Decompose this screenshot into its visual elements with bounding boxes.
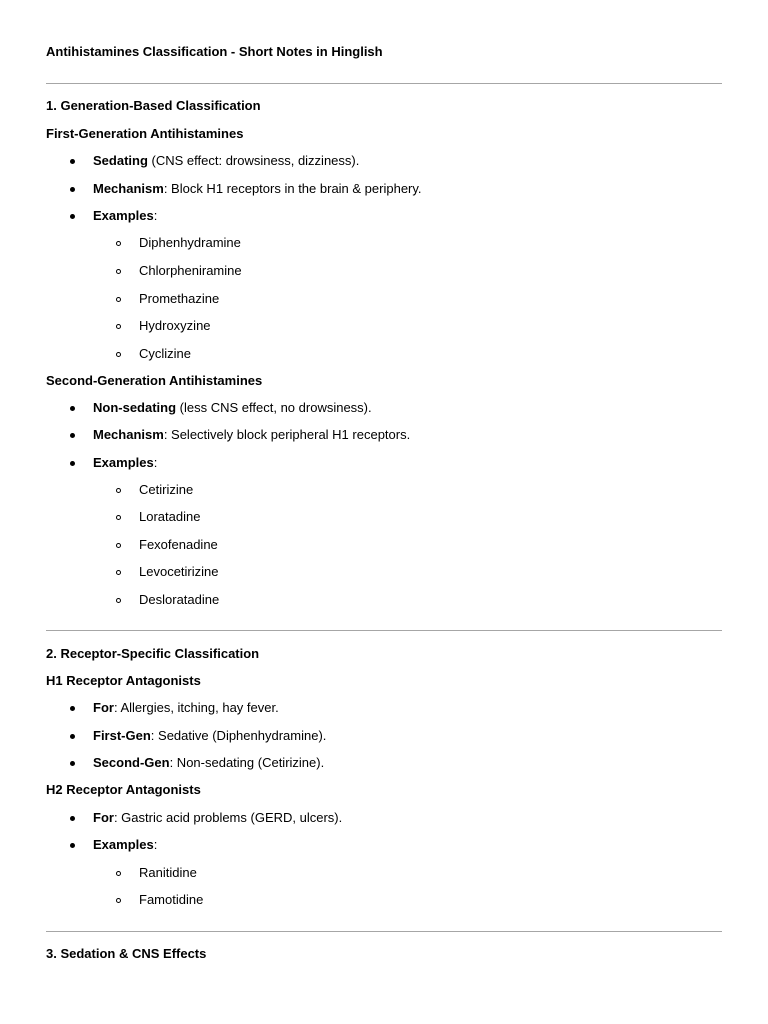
- subsection-heading: H2 Receptor Antagonists: [46, 782, 201, 797]
- list-item: [93, 208, 157, 224]
- list-item: [93, 400, 372, 416]
- item-text: : Non-sedating (Cetirizine).: [169, 755, 325, 770]
- sub-list-item: Famotidine: [139, 892, 204, 907]
- sub-list-item: Chlorpheniramine: [139, 263, 242, 278]
- item-text: : Gastric acid problems (GERD, ulcers).: [113, 810, 343, 825]
- item-text: : Sedative (Diphenhydramine).: [150, 728, 327, 743]
- list-item: [93, 153, 359, 169]
- bullet-icon: [70, 843, 75, 848]
- circle-bullet-icon: [116, 898, 121, 903]
- horizontal-rule: [46, 931, 722, 932]
- bullet-icon: [70, 706, 75, 711]
- item-text: (CNS effect: drowsiness, dizziness).: [147, 153, 360, 168]
- item-text: : Allergies, itching, hay fever.: [113, 700, 279, 715]
- circle-bullet-icon: [116, 269, 121, 274]
- item-text: :: [153, 837, 158, 852]
- item-text: : Selectively block peripheral H1 receptors.: [163, 427, 411, 442]
- circle-bullet-icon: [116, 352, 121, 357]
- item-label: First-Gen: [93, 728, 151, 743]
- bullet-icon: [70, 761, 75, 766]
- sub-list-item: Fexofenadine: [139, 537, 218, 552]
- circle-bullet-icon: [116, 598, 121, 603]
- item-label: For: [93, 810, 114, 825]
- bullet-icon: [70, 159, 75, 164]
- bullet-icon: [70, 406, 75, 411]
- list-item: [93, 810, 342, 826]
- item-label: Examples: [93, 455, 154, 470]
- item-label: Second-Gen: [93, 755, 170, 770]
- sub-list-item: Loratadine: [139, 509, 201, 524]
- circle-bullet-icon: [116, 543, 121, 548]
- item-label: Mechanism: [93, 427, 164, 442]
- circle-bullet-icon: [116, 570, 121, 575]
- section-heading: 3. Sedation & CNS Effects: [46, 946, 207, 961]
- circle-bullet-icon: [116, 297, 121, 302]
- item-label: Examples: [93, 208, 154, 223]
- item-text: :: [153, 208, 158, 223]
- bullet-icon: [70, 433, 75, 438]
- bullet-icon: [70, 187, 75, 192]
- item-label: Sedating: [93, 153, 148, 168]
- sub-list-item: Cetirizine: [139, 482, 194, 497]
- horizontal-rule: [46, 83, 722, 84]
- sub-list-item: Diphenhydramine: [139, 235, 241, 250]
- list-item: [93, 181, 422, 197]
- circle-bullet-icon: [116, 324, 121, 329]
- subsection-heading: First-Generation Antihistamines: [46, 126, 244, 141]
- item-text: (less CNS effect, no drowsiness).: [176, 400, 372, 415]
- list-item: [93, 455, 157, 471]
- sub-list-item: Desloratadine: [139, 592, 220, 607]
- item-label: For: [93, 700, 114, 715]
- bullet-icon: [70, 816, 75, 821]
- subsection-heading: Second-Generation Antihistamines: [46, 373, 263, 388]
- circle-bullet-icon: [116, 488, 121, 493]
- sub-list-item: Promethazine: [139, 291, 220, 306]
- section-heading: 2. Receptor-Specific Classification: [46, 646, 260, 661]
- circle-bullet-icon: [116, 871, 121, 876]
- sub-list-item: Hydroxyzine: [139, 318, 211, 333]
- list-item: [93, 837, 157, 853]
- list-item: [93, 728, 326, 744]
- horizontal-rule: [46, 630, 722, 631]
- list-item: [93, 700, 279, 716]
- list-item: [93, 755, 324, 771]
- bullet-icon: [70, 734, 75, 739]
- circle-bullet-icon: [116, 241, 121, 246]
- section-heading: 1. Generation-Based Classification: [46, 98, 261, 113]
- item-label: Non-sedating: [93, 400, 177, 415]
- sub-list-item: Ranitidine: [139, 865, 197, 880]
- sub-list-item: Levocetirizine: [139, 564, 219, 579]
- item-label: Examples: [93, 837, 154, 852]
- sub-list-item: Cyclizine: [139, 346, 192, 361]
- item-label: Mechanism: [93, 181, 164, 196]
- item-text: :: [153, 455, 158, 470]
- circle-bullet-icon: [116, 515, 121, 520]
- document-title: Antihistamines Classification - Short Notes in Hinglish: [46, 44, 383, 59]
- subsection-heading: H1 Receptor Antagonists: [46, 673, 201, 688]
- list-item: [93, 427, 410, 443]
- bullet-icon: [70, 461, 75, 466]
- item-text: : Block H1 receptors in the brain & periphery.: [163, 181, 422, 196]
- bullet-icon: [70, 214, 75, 219]
